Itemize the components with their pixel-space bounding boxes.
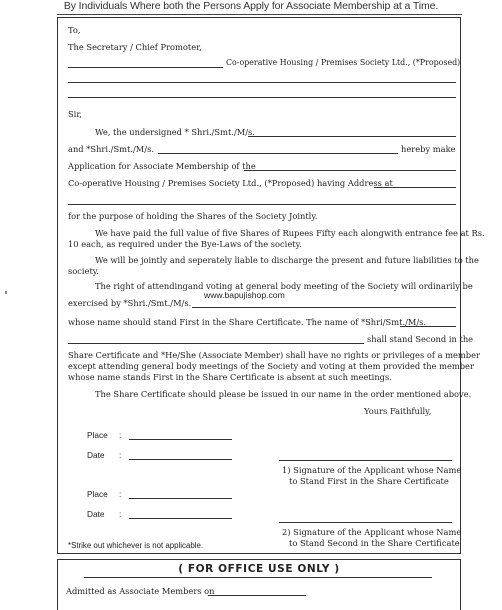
paid-text-1: We have paid the full value of five Shares of Rupees Fifty each alongwith entrance fee at Rs. — [95, 228, 485, 238]
date-label-1: Date — [87, 450, 105, 460]
voting-text-2: exercised by *Shri./Smt./M/s. — [68, 298, 192, 308]
liable-text-1: We will be jointly and seperately liable to discharge the present and future liabilities to the — [95, 255, 479, 265]
associate-text-2: except attending general body meetings of the Society and voting at them provided the member — [68, 361, 474, 371]
purpose-text: for the purpose of holding the Shares of the Society Jointly. — [68, 211, 318, 221]
recipient-label: The Secretary / Chief Promoter, — [68, 42, 202, 52]
applicant1-label: We, the undersigned * Shri./Smt./M/s. — [95, 127, 255, 137]
society-type-label: Co-operative Housing / Premises Society Ltd., (*Proposed) — [226, 58, 461, 67]
to-label: To, — [68, 25, 81, 35]
second-member-field[interactable] — [400, 326, 456, 327]
admitted-date-field[interactable] — [208, 595, 306, 596]
signature-2-field[interactable] — [279, 522, 452, 523]
voting-text-1: The right of attendingand voting at general body meeting of the Society will ordinarily be — [95, 281, 473, 291]
date-colon-1: : — [119, 450, 122, 460]
paid-text-2: 10 each, as required under the Bye-Laws of the society. — [68, 239, 302, 249]
date-field-1[interactable] — [129, 459, 232, 460]
admitted-label: Admitted as Associate Members on — [66, 586, 215, 596]
date-colon-2: : — [119, 509, 122, 519]
place-colon-1: : — [119, 430, 122, 440]
date-label-2: Date — [87, 509, 105, 519]
second-member-field-2[interactable] — [68, 343, 364, 344]
closing-text: Yours Faithfully, — [364, 406, 432, 416]
form-heading: By Individuals Where both the Persons Apply for Associate Membership at a Time. — [63, 0, 439, 12]
society-name-field-2[interactable] — [244, 170, 456, 171]
society-address-line-1[interactable] — [68, 82, 456, 83]
signature-1-field[interactable] — [279, 460, 452, 461]
place-label-1: Place — [87, 430, 108, 440]
office-use-divider — [84, 577, 432, 578]
hereby-make-label: hereby make — [401, 144, 456, 154]
society-address-field[interactable] — [374, 187, 456, 188]
applicant1-name-field[interactable] — [248, 136, 456, 137]
applicant2-label: and *Shri./Smt./M/s. — [68, 144, 154, 154]
place-field-1[interactable] — [129, 439, 232, 440]
associate-text-3: whose name stands First in the Share Certificate is absent at such meetings. — [68, 372, 392, 382]
office-use-title: ( FOR OFFICE USE ONLY ) — [178, 563, 340, 575]
place-colon-2: : — [119, 489, 122, 499]
watermark-url: www.bapujishop.com — [204, 290, 285, 300]
applicant2-name-field[interactable] — [158, 153, 398, 154]
signature-2-label-1: 2) Signature of the Applicant whose Name — [282, 527, 462, 537]
society-name-field[interactable] — [68, 67, 223, 68]
place-field-2[interactable] — [129, 498, 232, 499]
associate-text-1: Share Certificate and *He/She (Associate Member) shall have no rights or privileges of a member — [68, 350, 480, 360]
strike-out-footnote: *Strike out whichever is not applicable. — [68, 541, 204, 550]
application-label: Application for Associate Membership of the — [68, 161, 256, 171]
salutation: Sir, — [68, 109, 83, 119]
signature-1-label-2: to Stand First in the Share Certificate — [289, 476, 449, 486]
first-name-text: whose name should stand First in the Share Certificate. The name of *Shri/Smt./M/s. — [68, 317, 427, 327]
signature-2-label-2: to Stand Second in the Share Certificate — [289, 538, 460, 548]
liable-text-2: society. — [68, 266, 100, 276]
society-address-field-2[interactable] — [68, 204, 456, 205]
second-name-text: shall stand Second in the — [367, 334, 474, 344]
place-label-2: Place — [87, 489, 108, 499]
scan-artifact — [5, 291, 7, 294]
society-address-label: Co-operative Housing / Premises Society Ltd., (*Proposed) having Address at — [68, 178, 393, 188]
date-field-2[interactable] — [129, 518, 232, 519]
signature-1-label-1: 1) Signature of the Applicant whose Name — [282, 465, 462, 475]
issue-text: The Share Certificate should please be issued in our name in the order mentioned above. — [95, 389, 472, 399]
society-address-line-2[interactable] — [68, 97, 456, 98]
heading-divider — [57, 14, 462, 15]
voting-member-field[interactable] — [192, 307, 456, 308]
